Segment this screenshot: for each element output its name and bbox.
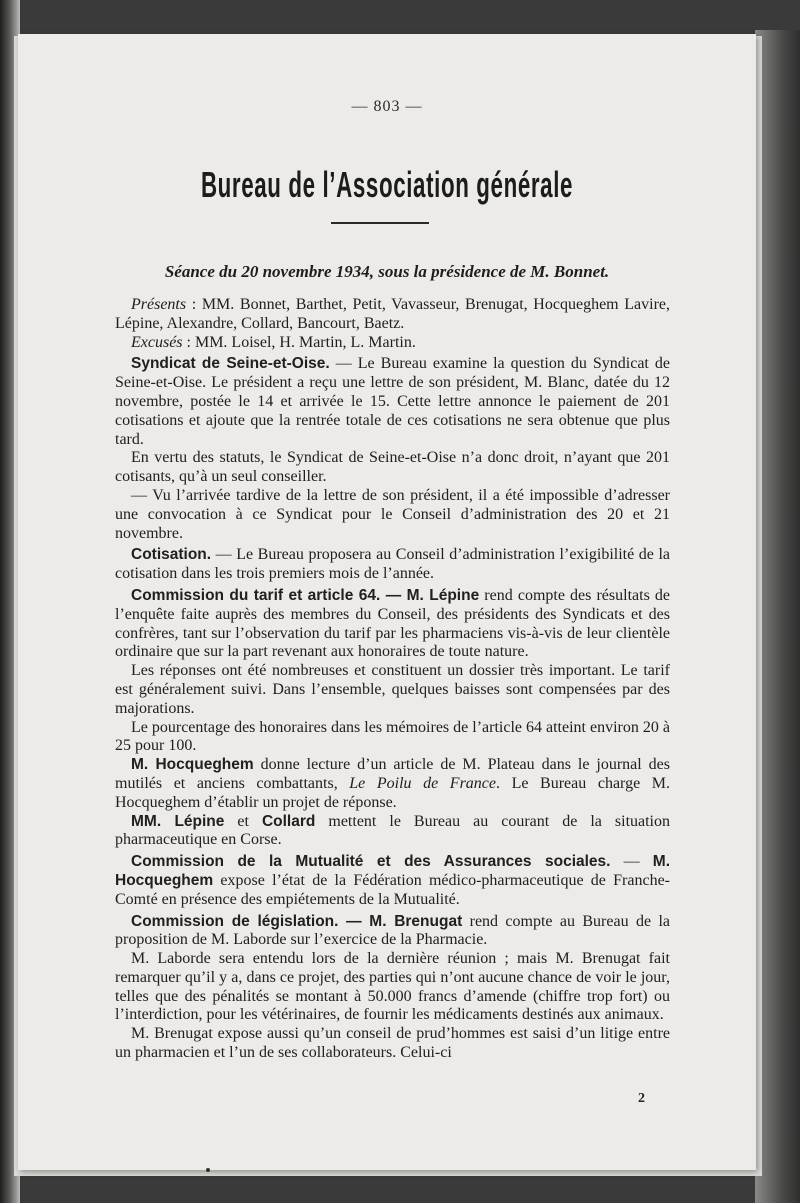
syndicat-heading: Syndicat de Seine-et-Oise. (131, 355, 330, 373)
syndicat-statuts-paragraph: En vertu des statuts, le Syndicat de Seine-et-Oise n’a donc droit, n’ayant que 201 cotisants, qu’à un seul conseiller. (115, 449, 670, 486)
legislation-paragraph (115, 913, 670, 951)
syndicat-text: — Le Bureau examine la question du Syndicat de Seine-et-Oise. Le président a reçu une lettre de son président, M. Blanc, datée du 12 novembre, postée le 14 et arrivée le 15. Cette lettre annonce le paiement de 201 cotisations et ajoute que la rentrée totale de ces cotisations ne sera obtenue que plus tard. (115, 355, 670, 448)
signature-mark: 2 (638, 1091, 645, 1106)
poilu-title: Le Poilu de France (349, 774, 497, 792)
page-title: Bureau de l’Association générale (200, 164, 574, 205)
syndicat-convocation-paragraph: — Vu l’arrivée tardive de la lettre de son président, il a été impossible d’adresser une convocation à ce Syndicat pour le Conseil d’administration des 20 et 21 novembre. (115, 486, 670, 542)
tarif-corse-and: et (224, 812, 262, 830)
paper-speck (206, 1168, 210, 1172)
tarif-speaker: — M. Lépine (380, 586, 480, 604)
session-line: Séance du 20 novembre 1934, sous la présidence de M. Bonnet. (164, 262, 610, 281)
tarif-corse-text: mettent le Bureau au courant de la situation pharmaceutique en Corse. (115, 812, 671, 849)
presents-paragraph (115, 296, 670, 334)
legislation-text: rend compte au Bureau de la proposition de M. Laborde sur l’exercice de la Pharmacie. (115, 912, 670, 949)
excuses-label: Excusés (131, 333, 183, 351)
cotisation-heading: Cotisation. (131, 546, 212, 564)
tarif-corse-speaker: MM. Lépine (131, 812, 225, 830)
tarif-corse-paragraph (115, 813, 670, 851)
mutualite-speaker: M. Hocqueghem (115, 853, 671, 889)
tarif-heading: Commission du tarif et article 64. (131, 586, 381, 604)
legislation-laborde-paragraph: M. Laborde sera entendu lors de la dernière réunion ; mais M. Brenugat fait remarquer qu’il y a, dans ce projet, des parties qui n’ont aucune chance de voir le jour, telles que des pénalités se montant à 50.000 francs d’amende (chiffre trop fort) ou l’interdiction, pour les vétérinaires, de fournir les médicaments destinés aux animaux. (115, 950, 670, 1024)
tarif-hocqueghem-paragraph (115, 756, 670, 812)
mutualite-heading: Commission de la Mutualité et des Assurances sociales. (131, 853, 611, 871)
excuses-paragraph (115, 334, 670, 353)
tarif-hocqueghem-text-b: . Le Bureau charge M. Hocqueghem d’établir un projet de réponse. (115, 774, 670, 811)
excuses-text: : MM. Loisel, H. Martin, L. Martin. (182, 333, 416, 351)
mutualite-dash: — (610, 853, 640, 871)
document-body (115, 296, 670, 1063)
cotisation-paragraph (115, 546, 670, 584)
title-divider (331, 222, 429, 224)
mutualite-paragraph (115, 853, 670, 909)
tarif-paragraph (115, 587, 670, 662)
document-page (18, 34, 756, 1170)
legislation-heading: Commission de législation. (131, 912, 339, 930)
presents-label: Présents (131, 296, 187, 313)
tarif-hocqueghem-text-a: donne lecture d’un article de M. Plateau dans le journal des mutilés et anciens combattants, (115, 756, 670, 792)
syndicat-paragraph (115, 355, 670, 449)
tarif-text: rend compte des résultats de l’enquête faite auprès des membres du Conseil, des présidents des Syndicats et des confrères, tant sur l’observation du tarif par les pharmaciens vis-à-vis de leur clientèle ordinaire que sur la part revenant aux honoraires de toute nature. (115, 586, 670, 661)
tarif-pourcentage-paragraph: Le pourcentage des honoraires dans les mémoires de l’article 64 atteint environ 20 à 25 pour 100. (115, 718, 670, 755)
tarif-corse-speaker2: Collard (261, 812, 316, 830)
page-number: — 803 — (351, 98, 423, 115)
legislation-prudhommes-paragraph: M. Brenugat expose aussi qu’un conseil de prud’hommes est saisi d’un litige entre un pharmacien et l’un de ses collaborateurs. Celui-ci (115, 1025, 670, 1062)
tarif-hocqueghem-speaker: M. Hocqueghem (131, 756, 254, 774)
presents-text: : MM. Bonnet, Barthet, Petit, Vavasseur, Brenugat, Hocqueghem Lavire, Lépine, Alexandre, Collard, Bancourt, Baetz. (115, 296, 670, 332)
legislation-speaker: — M. Brenugat (338, 912, 463, 930)
cotisation-text: — Le Bureau proposera au Conseil d’administration l’exigibilité de la cotisation dans les trois premiers mois de l’année. (115, 546, 670, 583)
mutualite-text: expose l’état de la Fédération médico-pharmaceutique de Franche-Comté en présence des empiétements de la Mutualité. (115, 871, 670, 908)
tarif-reponses-paragraph: Les réponses ont été nombreuses et constituent un dossier très important. Le tarif est généralement suivi. Dans l’ensemble, quelques baisses sont compensées par des majorations. (115, 662, 670, 717)
